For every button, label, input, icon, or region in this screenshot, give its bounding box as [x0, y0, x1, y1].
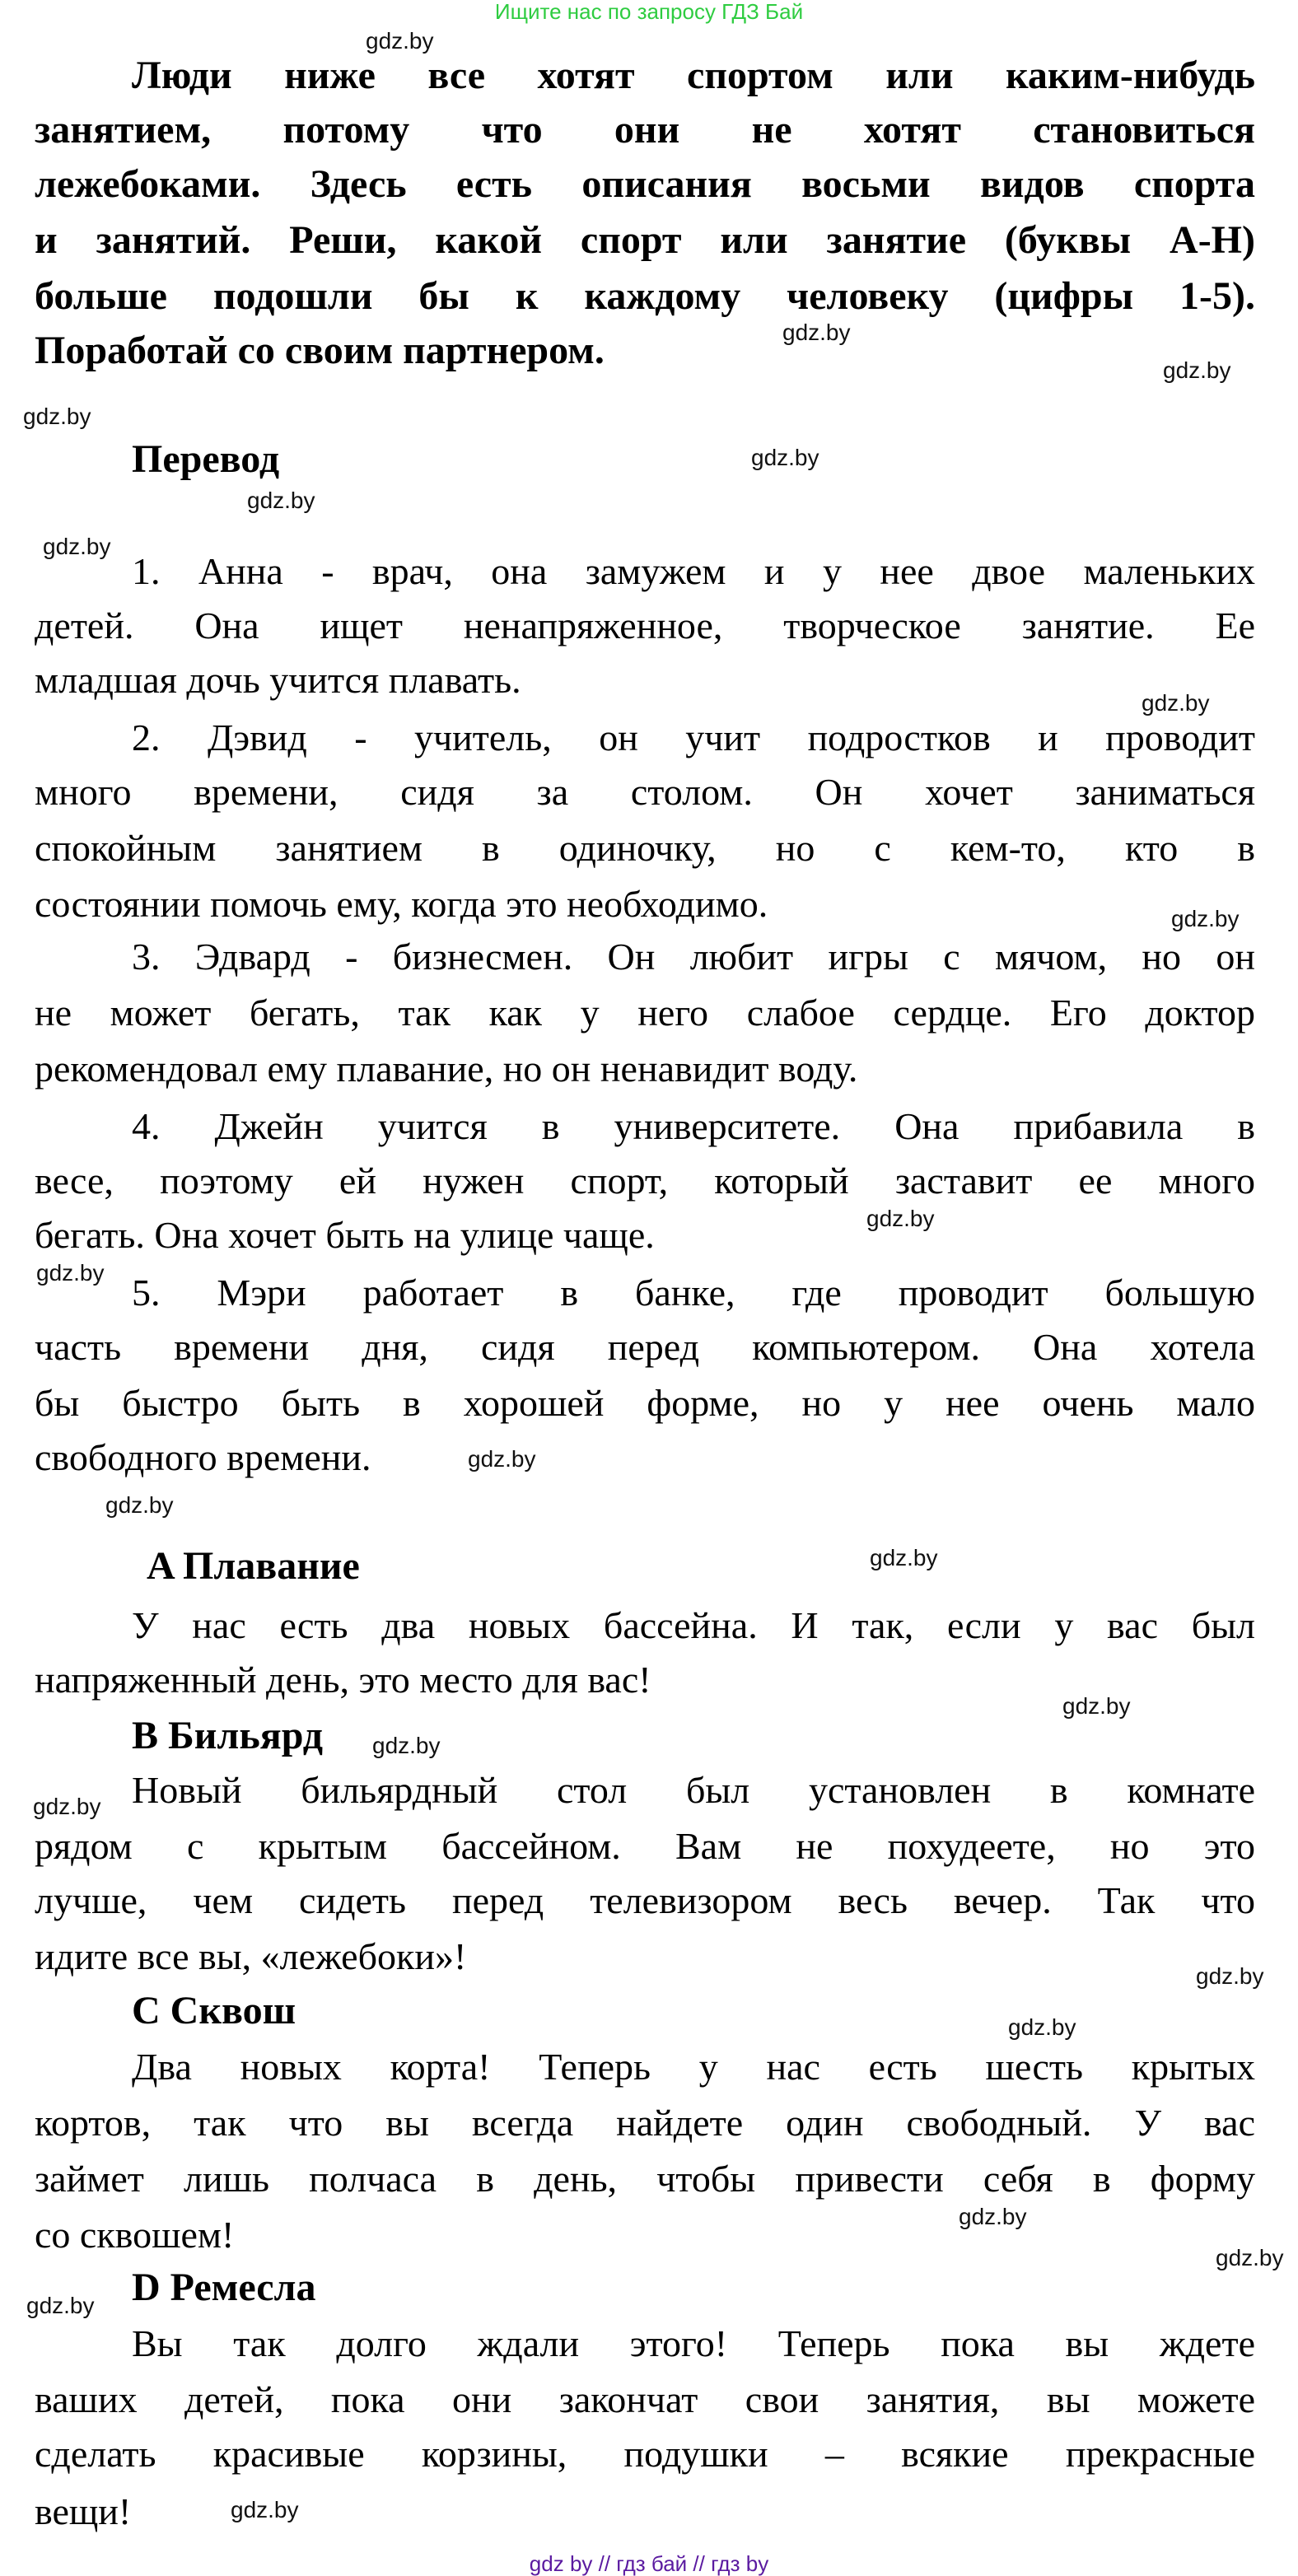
watermark-text: gdz.by [366, 28, 434, 54]
instruction-line: и занятий. Реши, какой спорт или занятие (буквы A-H) [35, 218, 1255, 262]
person-description-line: рекомендовал ему плавание, но он ненавидит воду. [35, 1048, 858, 1090]
footer-watermark: gdz by // гдз бай // гдз by [529, 2551, 769, 2576]
activity-description-line: вещи! [35, 2490, 132, 2532]
activity-description-line: рядом с крытым бассейном. Вам не похудеете, но это [35, 1825, 1255, 1867]
activity-description-line: напряженный день, это место для вас! [35, 1659, 651, 1701]
watermark-text: gdz.by [231, 2497, 299, 2522]
watermark-text: gdz.by [1062, 1693, 1131, 1719]
activity-heading: B Бильярд [132, 1714, 324, 1757]
person-description-line: бегать. Она хочет быть на улице чаще. [35, 1214, 655, 1256]
watermark-text: gdz.by [1196, 1963, 1264, 1989]
watermark-text: gdz.by [782, 320, 851, 345]
person-description-line: бы быстро быть в хорошей форме, но у нее очень мало [35, 1382, 1255, 1424]
person-description-line: 2. Дэвид - учитель, он учит подростков и проводит [132, 716, 1255, 758]
instruction-line: больше подошли бы к каждому человеку (цифры 1-5). [35, 274, 1255, 318]
instruction-line: Поработай со своим партнером. [35, 329, 605, 372]
watermark-text: gdz.by [247, 488, 315, 513]
person-description-line: не может бегать, так как у него слабое сердце. Его доктор [35, 992, 1255, 1034]
activity-description-line: ваших детей, пока они закончат свои занятия, вы можете [35, 2378, 1255, 2420]
watermark-text: gdz.by [372, 1733, 441, 1758]
activity-description-line: сделать красивые корзины, подушки – всякие прекрасные [35, 2433, 1255, 2475]
activity-heading: C Сквош [132, 1989, 296, 2032]
instruction-line: Люди ниже все хотят спортом или каким-нибудь [132, 54, 1255, 97]
person-description-line: младшая дочь учится плавать. [35, 659, 521, 701]
person-description-line: спокойным занятием в одиночку, но с кем-то, кто в [35, 827, 1255, 869]
person-description-line: часть времени дня, сидя перед компьютером. Она хотела [35, 1326, 1255, 1368]
watermark-text: gdz.by [866, 1206, 935, 1231]
person-description-line: 4. Джейн учится в университете. Она прибавила в [132, 1105, 1255, 1147]
person-description-line: детей. Она ищет ненапряженное, творческое занятие. Ее [35, 604, 1255, 646]
activity-description-line: Два новых корта! Теперь у нас есть шесть крытых [132, 2046, 1255, 2088]
watermark-text: gdz.by [870, 1545, 938, 1570]
person-description-line: 1. Анна - врач, она замужем и у нее двое маленьких [132, 550, 1255, 592]
watermark-text: gdz.by [468, 1446, 536, 1472]
person-description-line: свободного времени. [35, 1436, 371, 1478]
watermark-text: gdz.by [33, 1794, 101, 1819]
activity-heading: D Ремесла [132, 2266, 316, 2309]
watermark-text: gdz.by [751, 445, 819, 470]
activity-description-line: идите все вы, «лежебоки»! [35, 1935, 467, 1977]
activity-description-line: кортов, так что вы всегда найдете один свободный. У вас [35, 2102, 1255, 2144]
translation-heading: Перевод [132, 437, 280, 481]
watermark-text: gdz.by [1142, 690, 1210, 716]
watermark-text: gdz.by [105, 1492, 174, 1518]
person-description-line: 3. Эдвард - бизнесмен. Он любит игры с мячом, но он [132, 936, 1255, 978]
activity-description-line: со сквошем! [35, 2214, 235, 2256]
person-description-line: весе, поэтому ей нужен спорт, который заставит ее много [35, 1160, 1255, 1202]
activity-heading: A Плавание [147, 1544, 360, 1588]
watermark-text: gdz.by [959, 2204, 1027, 2229]
activity-description-line: займет лишь полчаса в день, чтобы привести себя в форму [35, 2158, 1255, 2200]
person-description-line: много времени, сидя за столом. Он хочет заниматься [35, 771, 1255, 813]
activity-description-line: У нас есть два новых бассейна. И так, если у вас был [132, 1604, 1255, 1646]
activity-description-line: лучше, чем сидеть перед телевизором весь вечер. Так что [35, 1879, 1255, 1921]
activity-description-line: Новый бильярдный стол был установлен в комнате [132, 1769, 1255, 1811]
person-description-line: состоянии помочь ему, когда это необходимо. [35, 883, 768, 925]
watermark-text: gdz.by [1008, 2014, 1076, 2040]
instruction-line: лежебоками. Здесь есть описания восьми видов спорта [35, 162, 1255, 206]
watermark-text: gdz.by [1163, 357, 1231, 383]
watermark-text: gdz.by [43, 534, 111, 559]
watermark-text: gdz.by [1216, 2245, 1284, 2270]
activity-description-line: Вы так долго ждали этого! Теперь пока вы ждете [132, 2322, 1255, 2364]
watermark-text: gdz.by [36, 1260, 105, 1286]
watermark-text: gdz.by [23, 404, 91, 429]
instruction-line: занятием, потому что они не хотят становиться [35, 108, 1255, 152]
watermark-text: gdz.by [26, 2293, 95, 2318]
person-description-line: 5. Мэри работает в банке, где проводит большую [132, 1272, 1255, 1314]
watermark-text: gdz.by [1171, 906, 1240, 931]
search-hint-banner: Ищите нас по запросу ГДЗ Бай [494, 0, 804, 24]
